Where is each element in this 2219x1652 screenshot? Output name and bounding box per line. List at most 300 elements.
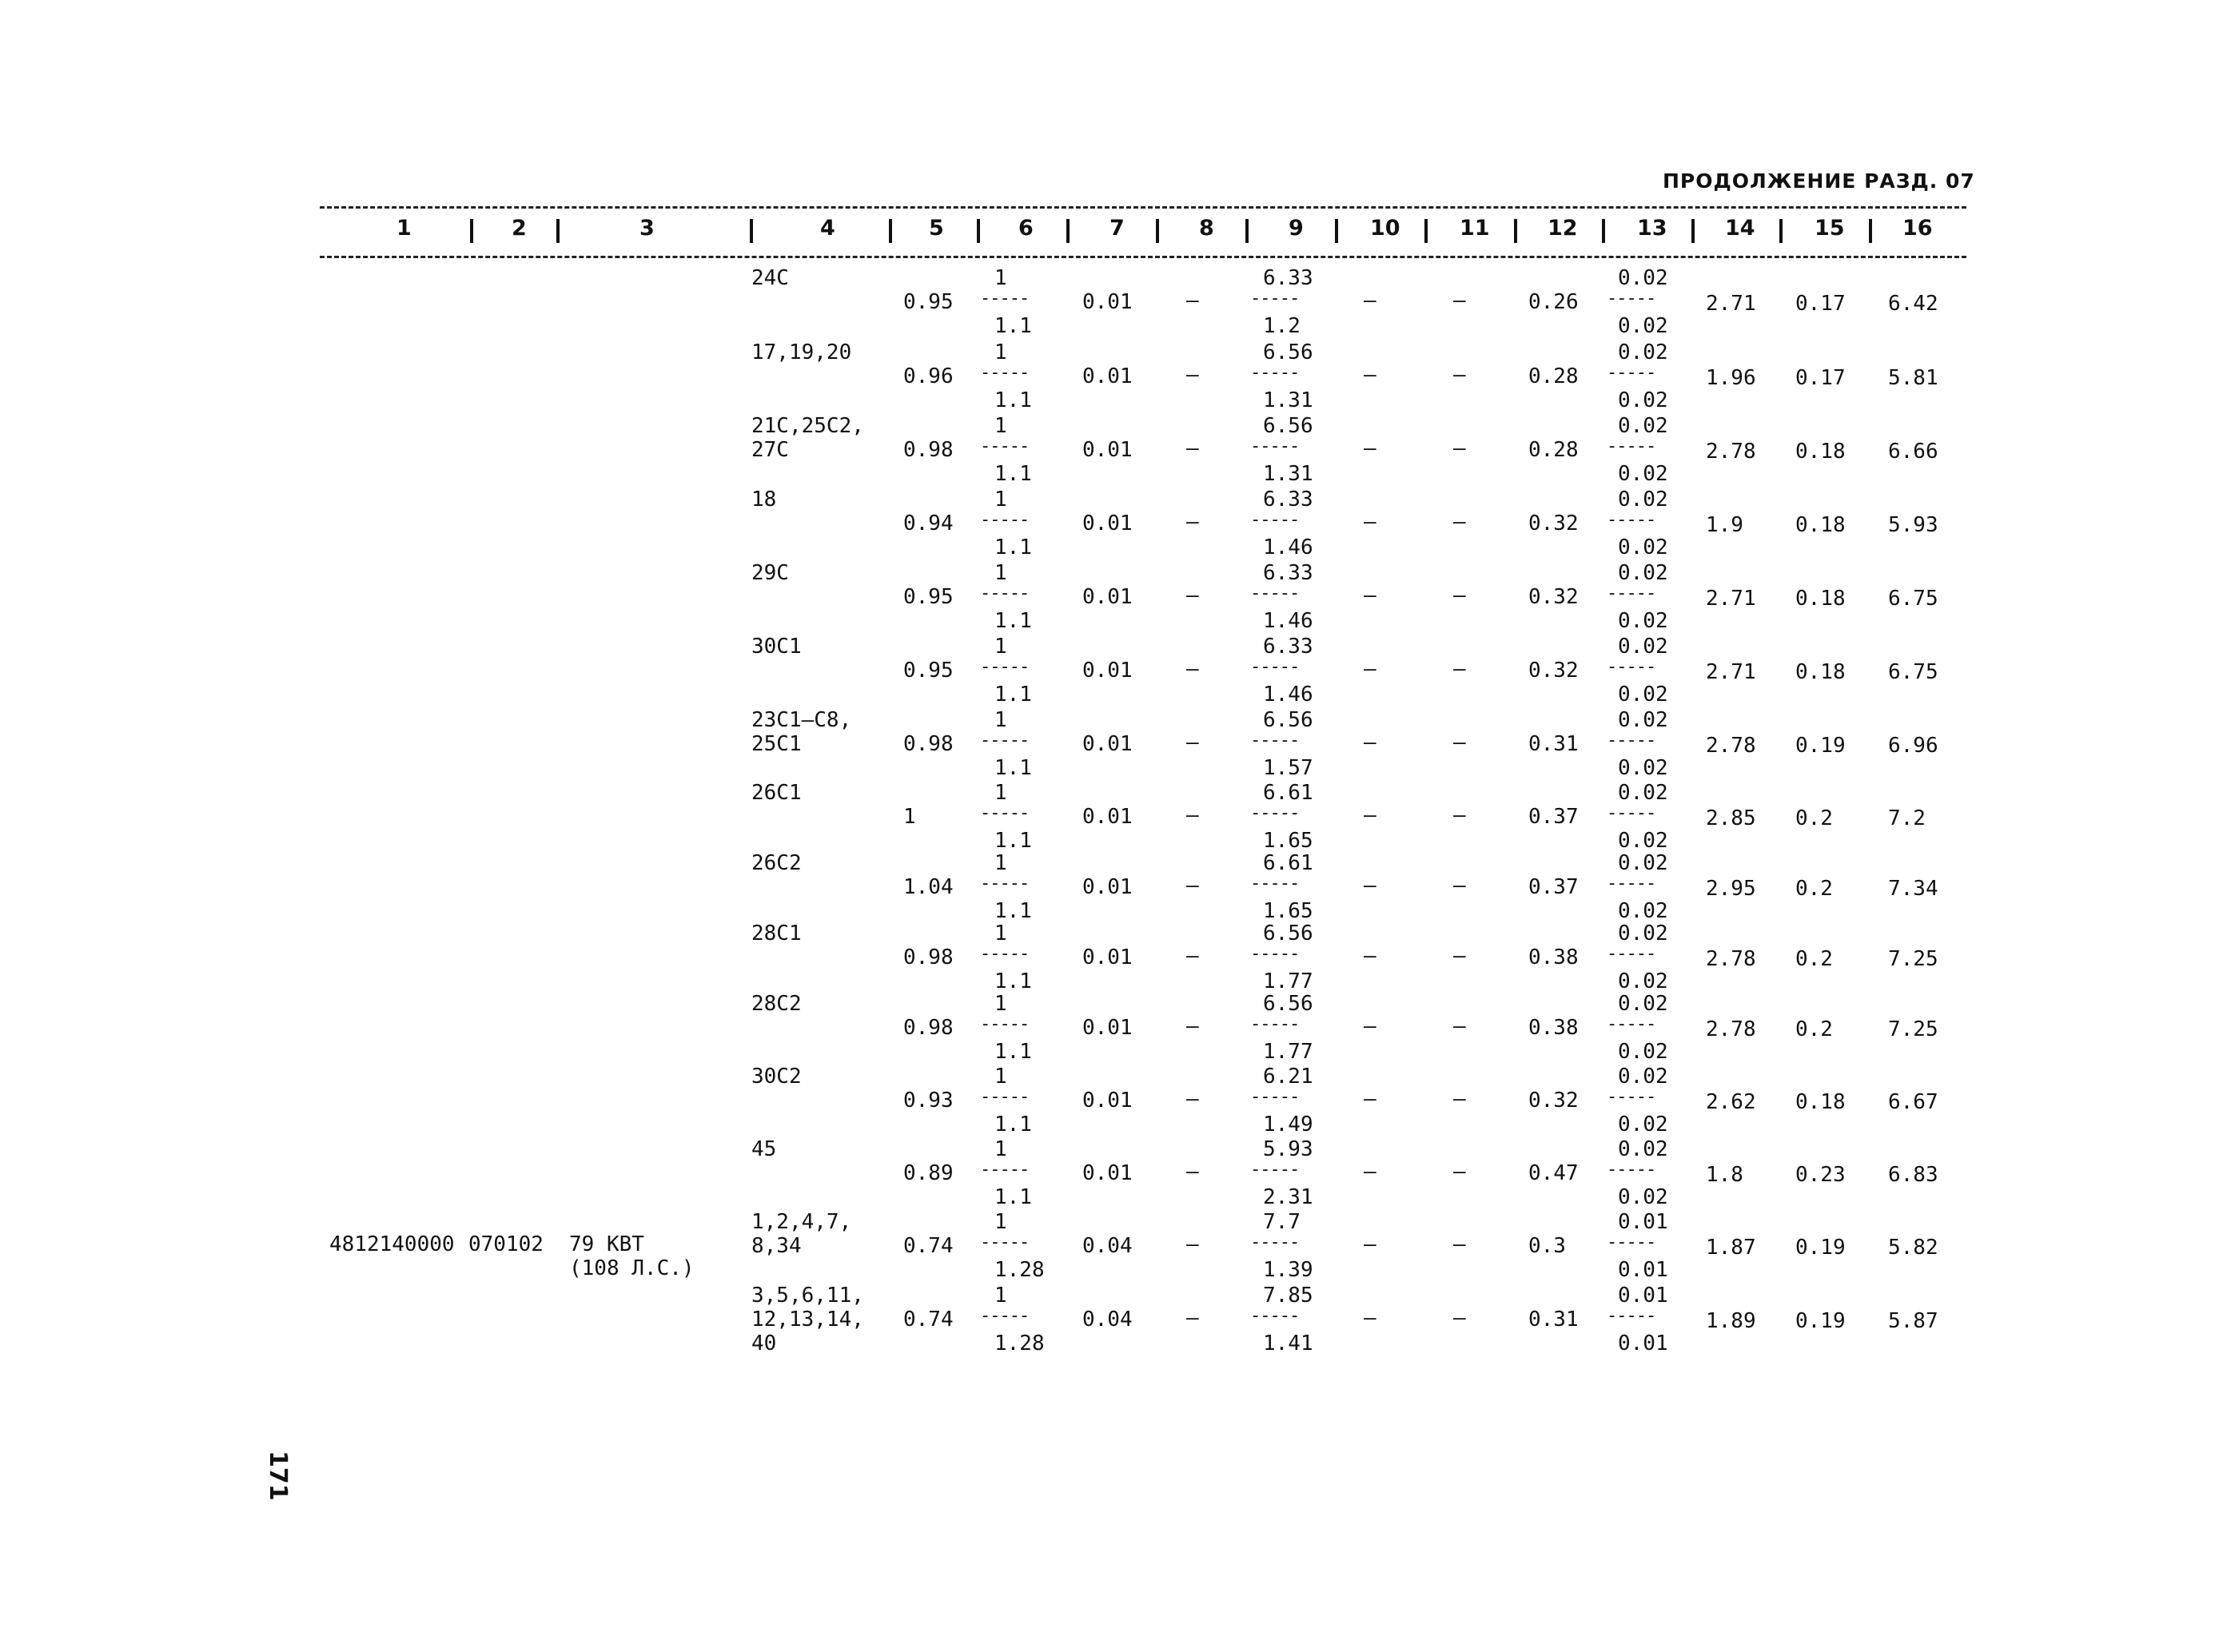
cell-col13-denominator: 0.02 [1618, 462, 1668, 486]
cell-col5: 1 [903, 805, 916, 829]
cell-col6-denominator: 1.1 [994, 1113, 1032, 1136]
cell-col13-numerator: 0.02 [1618, 708, 1668, 732]
column-header: 7 [1110, 216, 1125, 241]
cell-col9-fraction-bar: ----- [1250, 363, 1300, 383]
cell-col6-denominator: 1.1 [994, 388, 1032, 412]
cell-col16: 6.75 [1888, 660, 1938, 684]
cell-col8: – [1186, 1087, 1199, 1111]
cell-col6-numerator: 1 [994, 708, 1007, 732]
cell-col7: 0.01 [1082, 732, 1133, 756]
cell-col14: 1.9 [1706, 513, 1743, 537]
cell-col7: 0.01 [1082, 585, 1133, 609]
cell-col6-numerator: 1 [994, 992, 1007, 1016]
cell-col13-numerator: 0.02 [1618, 635, 1668, 659]
column-header: 8 [1199, 216, 1214, 241]
cell-col5: 0.94 [903, 512, 954, 535]
cell-col6-numerator: 1 [994, 635, 1007, 659]
cell-col9-fraction-bar: ----- [1250, 289, 1300, 309]
cell-col16: 5.93 [1888, 513, 1938, 537]
cell-col12: 0.38 [1528, 945, 1579, 969]
cell-col13-denominator: 0.02 [1618, 535, 1668, 559]
cell-col4: 24С [751, 266, 789, 290]
cell-col4: 1,2,4,7, [751, 1210, 852, 1234]
cell-col6-denominator: 1.28 [994, 1332, 1045, 1355]
cell-col15: 0.19 [1795, 1236, 1846, 1260]
cell-col13-fraction-bar: ----- [1607, 1232, 1656, 1252]
cell-col6-numerator: 1 [994, 1065, 1007, 1089]
cell-col9-fraction-bar: ----- [1250, 1306, 1300, 1326]
cell-col9-numerator: 7.85 [1263, 1284, 1313, 1308]
cell-col16: 5.87 [1888, 1309, 1938, 1333]
cell-col6-fraction-bar: ----- [980, 944, 1030, 964]
cell-col8: – [1186, 657, 1199, 681]
cell-col9-numerator: 6.21 [1263, 1065, 1313, 1089]
cell-col7: 0.01 [1082, 1089, 1133, 1113]
cell-col7: 0.01 [1082, 290, 1133, 314]
cell-col7: 0.01 [1082, 875, 1133, 899]
cell-col7: 0.01 [1082, 659, 1133, 683]
cell-col9-fraction-bar: ----- [1250, 436, 1300, 456]
cell-col5: 0.98 [903, 438, 954, 462]
cell-col11: – [1453, 657, 1466, 681]
cell-col8: – [1186, 1014, 1199, 1038]
cell-col9-numerator: 6.56 [1263, 708, 1313, 732]
cell-col8: – [1186, 289, 1199, 312]
cell-col9-denominator: 1.57 [1263, 756, 1313, 780]
cell-col6-denominator: 1.1 [994, 683, 1032, 707]
cell-col8: – [1186, 1306, 1199, 1330]
cell-col14: 2.71 [1706, 292, 1756, 316]
cell-col6-fraction-bar: ----- [980, 363, 1030, 383]
cell-col4-line2: 8,34 [751, 1234, 802, 1258]
cell-code2: 070102 [468, 1232, 544, 1256]
cell-col9-numerator: 6.56 [1263, 340, 1313, 364]
cell-col16: 5.82 [1888, 1236, 1938, 1260]
cell-col11: – [1453, 730, 1466, 754]
cell-col11: – [1453, 1014, 1466, 1038]
cell-col6-fraction-bar: ----- [980, 1087, 1030, 1107]
cell-col6-denominator: 1.1 [994, 609, 1032, 633]
cell-col8: – [1186, 803, 1199, 827]
cell-col7: 0.01 [1082, 512, 1133, 535]
cell-col13-denominator: 0.01 [1618, 1332, 1668, 1355]
cell-col13-fraction-bar: ----- [1607, 289, 1656, 309]
cell-col9-fraction-bar: ----- [1250, 1087, 1300, 1107]
column-header: 11 [1460, 216, 1490, 241]
cell-col13-numerator: 0.02 [1618, 340, 1668, 364]
cell-col6-numerator: 1 [994, 266, 1007, 290]
cell-col6-fraction-bar: ----- [980, 510, 1030, 530]
cell-col4: 30С1 [751, 635, 802, 659]
cell-col9-numerator: 5.93 [1263, 1137, 1313, 1161]
cell-col13-fraction-bar: ----- [1607, 510, 1656, 530]
cell-col13-denominator: 0.02 [1618, 683, 1668, 707]
cell-col15: 0.23 [1795, 1163, 1846, 1187]
column-header: 3 [639, 216, 655, 241]
cell-col6-numerator: 1 [994, 1137, 1007, 1161]
cell-col15: 0.18 [1795, 587, 1846, 611]
cell-col6-numerator: 1 [994, 851, 1007, 875]
cell-col12: 0.38 [1528, 1016, 1579, 1040]
cell-col14: 2.95 [1706, 877, 1756, 901]
cell-col13-denominator: 0.02 [1618, 899, 1668, 923]
cell-col6-numerator: 1 [994, 1284, 1007, 1308]
cell-col14: 2.78 [1706, 947, 1756, 971]
cell-col10: – [1364, 363, 1376, 387]
cell-col7: 0.04 [1082, 1308, 1133, 1332]
cell-col8: – [1186, 944, 1199, 968]
cell-col12: 0.3 [1528, 1234, 1566, 1258]
cell-col9-denominator: 1.65 [1263, 899, 1313, 923]
cell-col8: – [1186, 510, 1199, 534]
column-header: 1 [396, 216, 412, 241]
cell-col9-fraction-bar: ----- [1250, 944, 1300, 964]
cell-col10: – [1364, 1232, 1376, 1256]
cell-col10: – [1364, 803, 1376, 827]
cell-col6-fraction-bar: ----- [980, 1306, 1030, 1326]
column-header: 4 [820, 216, 835, 241]
cell-col13-denominator: 0.02 [1618, 1185, 1668, 1209]
cell-col13-numerator: 0.02 [1618, 1065, 1668, 1089]
cell-col14: 2.78 [1706, 1017, 1756, 1041]
cell-col13-fraction-bar: ----- [1607, 1087, 1656, 1107]
cell-col5: 0.74 [903, 1234, 954, 1258]
cell-col9-denominator: 1.31 [1263, 462, 1313, 486]
cell-col6-numerator: 1 [994, 1210, 1007, 1234]
cell-col10: – [1364, 874, 1376, 898]
column-header: 14 [1725, 216, 1755, 241]
cell-col10: – [1364, 944, 1376, 968]
cell-col13-numerator: 0.02 [1618, 488, 1668, 512]
cell-col8: – [1186, 1160, 1199, 1184]
column-header: 9 [1289, 216, 1304, 241]
cell-col9-denominator: 1.2 [1263, 314, 1301, 338]
cell-col12: 0.31 [1528, 1308, 1579, 1332]
cell-col12: 0.32 [1528, 659, 1579, 683]
cell-col4-line2: 27С [751, 438, 789, 462]
cell-col9-numerator: 6.61 [1263, 851, 1313, 875]
cell-col4-line2: 12,13,14, [751, 1308, 864, 1332]
cell-col10: – [1364, 583, 1376, 607]
cell-col14: 1.89 [1706, 1309, 1756, 1333]
column-header: 6 [1018, 216, 1034, 241]
cell-col13-denominator: 0.02 [1618, 756, 1668, 780]
column-header: 16 [1902, 216, 1933, 241]
column-header: 2 [512, 216, 527, 241]
cell-col7: 0.01 [1082, 364, 1133, 388]
cell-col14: 2.85 [1706, 806, 1756, 830]
column-header: 10 [1370, 216, 1400, 241]
cell-col9-fraction-bar: ----- [1250, 1160, 1300, 1180]
cell-col12: 0.28 [1528, 364, 1579, 388]
cell-col16: 7.2 [1888, 806, 1926, 830]
cell-col15: 0.17 [1795, 292, 1846, 316]
cell-col12: 0.32 [1528, 1089, 1579, 1113]
cell-col4: 29С [751, 561, 789, 585]
cell-col14: 2.78 [1706, 734, 1756, 758]
cell-col15: 0.18 [1795, 660, 1846, 684]
cell-col13-numerator: 0.02 [1618, 781, 1668, 805]
cell-col6-denominator: 1.1 [994, 899, 1032, 923]
cell-col12: 0.47 [1528, 1161, 1579, 1185]
cell-col7: 0.01 [1082, 1016, 1133, 1040]
cell-col8: – [1186, 436, 1199, 460]
cell-col9-numerator: 6.33 [1263, 266, 1313, 290]
cell-col6-denominator: 1.1 [994, 1040, 1032, 1064]
cell-col16: 5.81 [1888, 366, 1938, 390]
cell-col6-numerator: 1 [994, 488, 1007, 512]
cell-col8: – [1186, 363, 1199, 387]
cell-col12: 0.37 [1528, 805, 1579, 829]
cell-col9-numerator: 6.33 [1263, 488, 1313, 512]
cell-col7: 0.01 [1082, 805, 1133, 829]
cell-col9-denominator: 1.46 [1263, 683, 1313, 707]
cell-col13-numerator: 0.01 [1618, 1210, 1668, 1234]
cell-col16: 7.25 [1888, 947, 1938, 971]
cell-col11: – [1453, 289, 1466, 312]
cell-col13-denominator: 0.02 [1618, 314, 1668, 338]
cell-col15: 0.18 [1795, 440, 1846, 464]
cell-col4: 26С2 [751, 851, 802, 875]
cell-col9-fraction-bar: ----- [1250, 874, 1300, 894]
cell-col7: 0.01 [1082, 1161, 1133, 1185]
cell-col15: 0.19 [1795, 1309, 1846, 1333]
cell-col9-fraction-bar: ----- [1250, 1014, 1300, 1034]
cell-col9-numerator: 6.61 [1263, 781, 1313, 805]
column-header: 12 [1548, 216, 1578, 241]
cell-col6-denominator: 1.1 [994, 535, 1032, 559]
cell-col13-fraction-bar: ----- [1607, 436, 1656, 456]
cell-col9-numerator: 6.56 [1263, 414, 1313, 438]
cell-col9-numerator: 6.56 [1263, 922, 1313, 945]
cell-col12: 0.31 [1528, 732, 1579, 756]
cell-col13-fraction-bar: ----- [1607, 1306, 1656, 1326]
cell-col6-fraction-bar: ----- [980, 436, 1030, 456]
cell-col9-numerator: 6.33 [1263, 561, 1313, 585]
cell-col9-denominator: 1.77 [1263, 969, 1313, 993]
cell-col13-denominator: 0.02 [1618, 1113, 1668, 1136]
cell-col11: – [1453, 944, 1466, 968]
cell-col13-numerator: 0.02 [1618, 561, 1668, 585]
cell-col14: 1.96 [1706, 366, 1756, 390]
cell-col9-fraction-bar: ----- [1250, 803, 1300, 823]
cell-col14: 1.8 [1706, 1163, 1743, 1187]
cell-col6-denominator: 1.28 [994, 1258, 1045, 1282]
cell-col15: 0.2 [1795, 806, 1833, 830]
cell-col4: 45 [751, 1137, 777, 1161]
cell-col13-fraction-bar: ----- [1607, 874, 1656, 894]
cell-col5: 0.98 [903, 1016, 954, 1040]
cell-col11: – [1453, 1306, 1466, 1330]
cell-col13-fraction-bar: ----- [1607, 657, 1656, 677]
cell-col5: 0.95 [903, 290, 954, 314]
cell-col11: – [1453, 363, 1466, 387]
cell-col6-denominator: 1.1 [994, 314, 1032, 338]
cell-col12: 0.28 [1528, 438, 1579, 462]
cell-col9-fraction-bar: ----- [1250, 730, 1300, 750]
page-heading: ПРОДОЛЖЕНИЕ РАЗД. 07 [1663, 169, 1975, 193]
cell-col8: – [1186, 874, 1199, 898]
cell-col5: 0.74 [903, 1308, 954, 1332]
cell-col5: 0.95 [903, 659, 954, 683]
cell-col13-fraction-bar: ----- [1607, 583, 1656, 603]
cell-col16: 7.34 [1888, 877, 1938, 901]
cell-col6-fraction-bar: ----- [980, 803, 1030, 823]
cell-col12: 0.32 [1528, 512, 1579, 535]
cell-col5: 0.98 [903, 732, 954, 756]
cell-col11: – [1453, 1232, 1466, 1256]
cell-col9-denominator: 1.41 [1263, 1332, 1313, 1355]
cell-col5: 0.93 [903, 1089, 954, 1113]
cell-col9-denominator: 1.31 [1263, 388, 1313, 412]
cell-col15: 0.2 [1795, 1017, 1833, 1041]
cell-col6-denominator: 1.1 [994, 829, 1032, 853]
cell-col13-numerator: 0.02 [1618, 1137, 1668, 1161]
cell-col11: – [1453, 583, 1466, 607]
cell-col6-numerator: 1 [994, 561, 1007, 585]
cell-col5: 0.98 [903, 945, 954, 969]
cell-col6-numerator: 1 [994, 781, 1007, 805]
cell-col13-denominator: 0.02 [1618, 1040, 1668, 1064]
cell-col13-denominator: 0.02 [1618, 388, 1668, 412]
cell-col9-fraction-bar: ----- [1250, 1232, 1300, 1252]
cell-col9-denominator: 1.49 [1263, 1113, 1313, 1136]
cell-col13-fraction-bar: ----- [1607, 363, 1656, 383]
cell-col13-numerator: 0.02 [1618, 922, 1668, 945]
cell-col10: – [1364, 1160, 1376, 1184]
cell-col4: 23С1–С8, [751, 708, 852, 732]
cell-power: 79 КВТ [569, 1232, 644, 1256]
cell-col10: – [1364, 730, 1376, 754]
cell-col10: – [1364, 510, 1376, 534]
cell-col4: 26С1 [751, 781, 802, 805]
cell-col9-fraction-bar: ----- [1250, 657, 1300, 677]
cell-col16: 6.66 [1888, 440, 1938, 464]
cell-col12: 0.32 [1528, 585, 1579, 609]
cell-col13-fraction-bar: ----- [1607, 1160, 1656, 1180]
cell-col12: 0.37 [1528, 875, 1579, 899]
cell-col9-denominator: 1.65 [1263, 829, 1313, 853]
cell-col6-fraction-bar: ----- [980, 289, 1030, 309]
cell-col4: 18 [751, 488, 777, 512]
cell-col14: 1.87 [1706, 1236, 1756, 1260]
cell-col5: 0.95 [903, 585, 954, 609]
cell-col13-fraction-bar: ----- [1607, 803, 1656, 823]
column-header: 13 [1637, 216, 1667, 241]
cell-col7: 0.01 [1082, 945, 1133, 969]
cell-col4: 3,5,6,11, [751, 1284, 864, 1308]
cell-col11: – [1453, 1160, 1466, 1184]
cell-col10: – [1364, 1306, 1376, 1330]
cell-col6-numerator: 1 [994, 922, 1007, 945]
cell-col6-denominator: 1.1 [994, 756, 1032, 780]
cell-col4-line2: 25С1 [751, 732, 802, 756]
cell-col6-denominator: 1.1 [994, 1185, 1032, 1209]
cell-col15: 0.17 [1795, 366, 1846, 390]
cell-col10: – [1364, 436, 1376, 460]
cell-col6-fraction-bar: ----- [980, 583, 1030, 603]
cell-col11: – [1453, 1087, 1466, 1111]
cell-col16: 6.42 [1888, 292, 1938, 316]
cell-col4: 28С1 [751, 922, 802, 945]
cell-col6-fraction-bar: ----- [980, 1014, 1030, 1034]
cell-col11: – [1453, 803, 1466, 827]
cell-col11: – [1453, 436, 1466, 460]
cell-col9-fraction-bar: ----- [1250, 583, 1300, 603]
cell-col16: 7.25 [1888, 1017, 1938, 1041]
cell-col7: 0.04 [1082, 1234, 1133, 1258]
cell-col7: 0.01 [1082, 438, 1133, 462]
cell-col6-denominator: 1.1 [994, 462, 1032, 486]
cell-col6-fraction-bar: ----- [980, 874, 1030, 894]
cell-col14: 2.62 [1706, 1090, 1756, 1114]
cell-col15: 0.19 [1795, 734, 1846, 758]
cell-col14: 2.71 [1706, 587, 1756, 611]
cell-col8: – [1186, 1232, 1199, 1256]
cell-col13-denominator: 0.02 [1618, 829, 1668, 853]
cell-col4: 30С2 [751, 1065, 802, 1089]
cell-col14: 2.71 [1706, 660, 1756, 684]
cell-col13-denominator: 0.02 [1618, 609, 1668, 633]
cell-col4: 28С2 [751, 992, 802, 1016]
column-header: 5 [929, 216, 944, 241]
cell-col9-denominator: 2.31 [1263, 1185, 1313, 1209]
cell-col8: – [1186, 583, 1199, 607]
cell-col10: – [1364, 1087, 1376, 1111]
cell-col15: 0.18 [1795, 513, 1846, 537]
cell-col6-fraction-bar: ----- [980, 657, 1030, 677]
cell-col4: 21С,25С2, [751, 414, 864, 438]
cell-col6-fraction-bar: ----- [980, 1232, 1030, 1252]
cell-col8: – [1186, 730, 1199, 754]
cell-col9-fraction-bar: ----- [1250, 510, 1300, 530]
cell-col13-numerator: 0.01 [1618, 1284, 1668, 1308]
cell-col11: – [1453, 510, 1466, 534]
cell-col13-fraction-bar: ----- [1607, 1014, 1656, 1034]
cell-col9-denominator: 1.77 [1263, 1040, 1313, 1064]
cell-col16: 6.96 [1888, 734, 1938, 758]
cell-col6-fraction-bar: ----- [980, 730, 1030, 750]
column-header: 15 [1815, 216, 1845, 241]
cell-col9-denominator: 1.39 [1263, 1258, 1313, 1282]
cell-col6-fraction-bar: ----- [980, 1160, 1030, 1180]
cell-col13-denominator: 0.01 [1618, 1258, 1668, 1282]
cell-col6-numerator: 1 [994, 340, 1007, 364]
cell-col16: 6.83 [1888, 1163, 1938, 1187]
cell-col5: 0.89 [903, 1161, 954, 1185]
cell-col9-numerator: 6.33 [1263, 635, 1313, 659]
cell-col13-numerator: 0.02 [1618, 266, 1668, 290]
cell-col10: – [1364, 1014, 1376, 1038]
cell-col16: 6.75 [1888, 587, 1938, 611]
cell-col13-numerator: 0.02 [1618, 851, 1668, 875]
cell-col5: 0.96 [903, 364, 954, 388]
cell-col13-numerator: 0.02 [1618, 414, 1668, 438]
cell-col5: 1.04 [903, 875, 954, 899]
cell-col12: 0.26 [1528, 290, 1579, 314]
cell-col9-numerator: 6.56 [1263, 992, 1313, 1016]
cell-col13-denominator: 0.02 [1618, 969, 1668, 993]
cell-col9-denominator: 1.46 [1263, 609, 1313, 633]
cell-col9-denominator: 1.46 [1263, 535, 1313, 559]
cell-col6-denominator: 1.1 [994, 969, 1032, 993]
cell-col6-numerator: 1 [994, 414, 1007, 438]
cell-col16: 6.67 [1888, 1090, 1938, 1114]
cell-col11: – [1453, 874, 1466, 898]
cell-code: 4812140000 [329, 1232, 455, 1256]
cell-col10: – [1364, 657, 1376, 681]
cell-col15: 0.2 [1795, 947, 1833, 971]
